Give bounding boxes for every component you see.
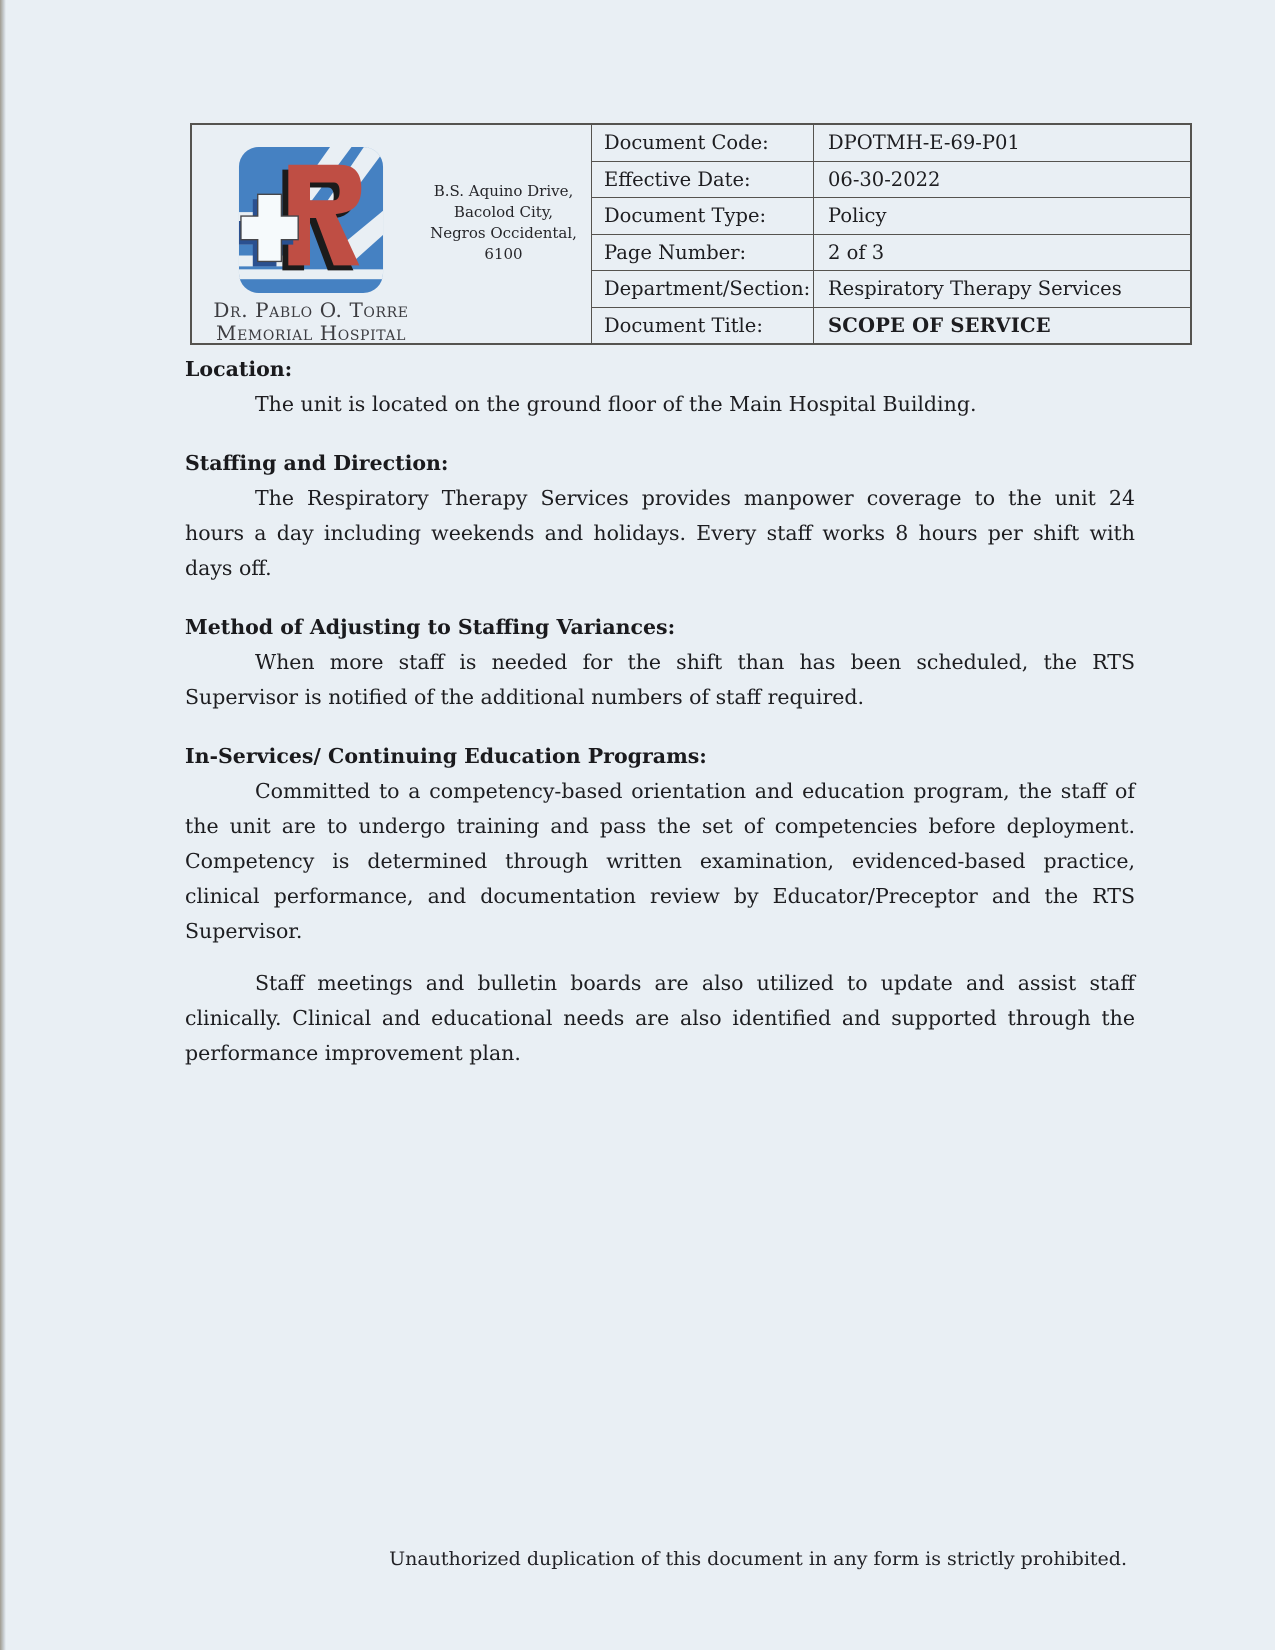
section-method-of-adjusting-staffing-variances bbox=[185, 610, 1135, 715]
paragraph: The unit is located on the ground floor of the Main Hospital Building. bbox=[255, 392, 977, 416]
hospital-identity bbox=[192, 125, 592, 343]
effective-date-value: 06-30-2022 bbox=[828, 167, 941, 191]
document-title-label: Document Title: bbox=[592, 308, 814, 344]
footer-note: Unauthorized duplication of this document in any form is strictly prohibited. bbox=[389, 1548, 1127, 1570]
address-line: B.S. Aquino Drive, bbox=[433, 182, 574, 200]
document-title-value: SCOPE OF SERVICE bbox=[828, 313, 1051, 337]
hospital-name-line1: Dr. Pablo O. Torre bbox=[213, 298, 409, 322]
hospital-name bbox=[206, 299, 416, 345]
paragraph: Staff meetings and bulletin boards are also utilized to update and assist staff clinically. Clinical and educational needs are also identified and supported through the performance improvement plan. bbox=[185, 971, 1135, 1065]
document-type-label: Document Type: bbox=[592, 198, 814, 234]
document-code-label: Document Code: bbox=[592, 125, 814, 161]
paragraph: The Respiratory Therapy Services provides manpower coverage to the unit 24 hours a day including weekends and holidays. Every staff works 8 hours per shift with days off. bbox=[185, 486, 1135, 580]
document-header-table bbox=[190, 123, 1192, 345]
hospital-address bbox=[416, 133, 591, 339]
page-number-value: 2 of 3 bbox=[828, 240, 885, 264]
hospital-name-line2: Memorial Hospital bbox=[216, 321, 406, 345]
address-line: 6100 bbox=[484, 245, 523, 263]
address-line: Negros Occidental, bbox=[430, 224, 577, 242]
section-location bbox=[185, 352, 1135, 422]
department-section-label: Department/Section: bbox=[592, 271, 814, 307]
address-line: Bacolod City, bbox=[453, 203, 554, 221]
logo-clipped-group bbox=[237, 145, 385, 295]
table-row bbox=[592, 197, 1190, 234]
page-number-label: Page Number: bbox=[592, 235, 814, 271]
table-row bbox=[592, 234, 1190, 271]
table-row bbox=[592, 270, 1190, 307]
table-row bbox=[592, 307, 1190, 344]
section-heading: Location: bbox=[185, 357, 293, 381]
section-heading: Method of Adjusting to Staffing Variances: bbox=[185, 615, 676, 639]
table-row bbox=[592, 125, 1190, 161]
table-row bbox=[592, 161, 1190, 198]
hospital-logo-block bbox=[206, 133, 416, 345]
hospital-logo-icon bbox=[237, 145, 385, 295]
document-body bbox=[185, 352, 1135, 1071]
document-type-value: Policy bbox=[828, 204, 887, 228]
section-staffing-and-direction bbox=[185, 446, 1135, 586]
department-section-value: Respiratory Therapy Services bbox=[828, 277, 1122, 301]
document-code-value: DPOTMH-E-69-P01 bbox=[828, 131, 1020, 155]
section-heading: In-Services/ Continuing Education Programs: bbox=[185, 744, 707, 768]
document-meta-table bbox=[592, 125, 1190, 343]
paragraph: When more staff is needed for the shift than has been scheduled, the RTS Supervisor is notified of the additional numbers of staff required. bbox=[185, 650, 1135, 709]
scan-edge bbox=[0, 0, 6, 1650]
effective-date-label: Effective Date: bbox=[592, 162, 814, 198]
section-heading: Staffing and Direction: bbox=[185, 451, 449, 475]
section-in-services-continuing-education bbox=[185, 739, 1135, 1071]
paragraph: Committed to a competency-based orientation and education program, the staff of the unit are to undergo training and pass the set of competencies before deployment. Competency is determined through written examination, evidenced-based practice, clinical performance, and documentation review by Educator/Preceptor and the RTS Supervisor. bbox=[185, 779, 1135, 943]
